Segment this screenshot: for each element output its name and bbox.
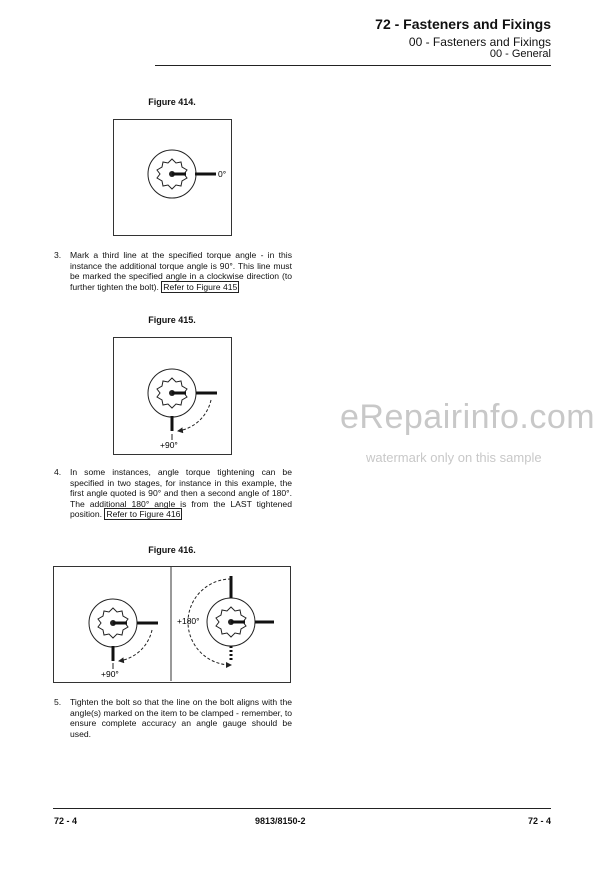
bolt-icon <box>148 150 196 198</box>
step-3-figure-link[interactable]: Refer to Figure 415 <box>163 281 238 292</box>
step-3-text: Mark a third line at the specified torque angle - in this instance the additional torque angle is 90°. This line must be marked the specified angle in a clockwise direction (to further tighten the bolt). <box>70 250 292 292</box>
footer-doc-number: 9813/8150-2 <box>255 816 306 826</box>
bolt-icon <box>207 598 255 646</box>
figure-415-caption: Figure 415. <box>148 315 196 325</box>
footer-rule <box>53 808 551 809</box>
step-5-text: Tighten the bolt so that the line on the bolt aligns with the angle(s) marked on the item to be clamped - remember, to ensure complete accuracy an angle gauge should be used. <box>70 697 292 739</box>
header-title: 72 - Fasteners and Fixings <box>375 16 551 32</box>
figure-414-caption: Figure 414. <box>148 97 196 107</box>
bolt-icon <box>89 599 137 647</box>
step-4-figure-link[interactable]: Refer to Figure 416 <box>106 509 181 520</box>
footer-page-left: 72 - 4 <box>54 816 78 826</box>
watermark-main: eRepairinfo.com <box>340 398 596 436</box>
watermark-sub: watermark only on this sample <box>366 450 542 465</box>
step-4-number: 4. <box>54 467 62 477</box>
figure-414-label: 0° <box>218 169 227 179</box>
step-5-number: 5. <box>54 697 62 707</box>
footer-page-right: 72 - 4 <box>527 816 551 826</box>
step-4-text: In some instances, angle torque tightening can be specified in two stages, for instance in this example, the first angle quoted is 90° and then a second angle of 180°. The additional 180° angle is from the LAST tightened position. <box>70 467 292 520</box>
figure-416-label-left: +90° <box>101 669 119 679</box>
header-section: 00 - General <box>489 48 551 60</box>
figure-415-label: +90° <box>160 440 178 450</box>
step-3-number: 3. <box>54 250 62 260</box>
bolt-icon <box>148 369 196 417</box>
figure-416-caption: Figure 416. <box>148 545 196 555</box>
header-subtitle: 00 - Fasteners and Fixings <box>408 35 551 49</box>
figure-416-label-right: +180° <box>177 616 200 626</box>
